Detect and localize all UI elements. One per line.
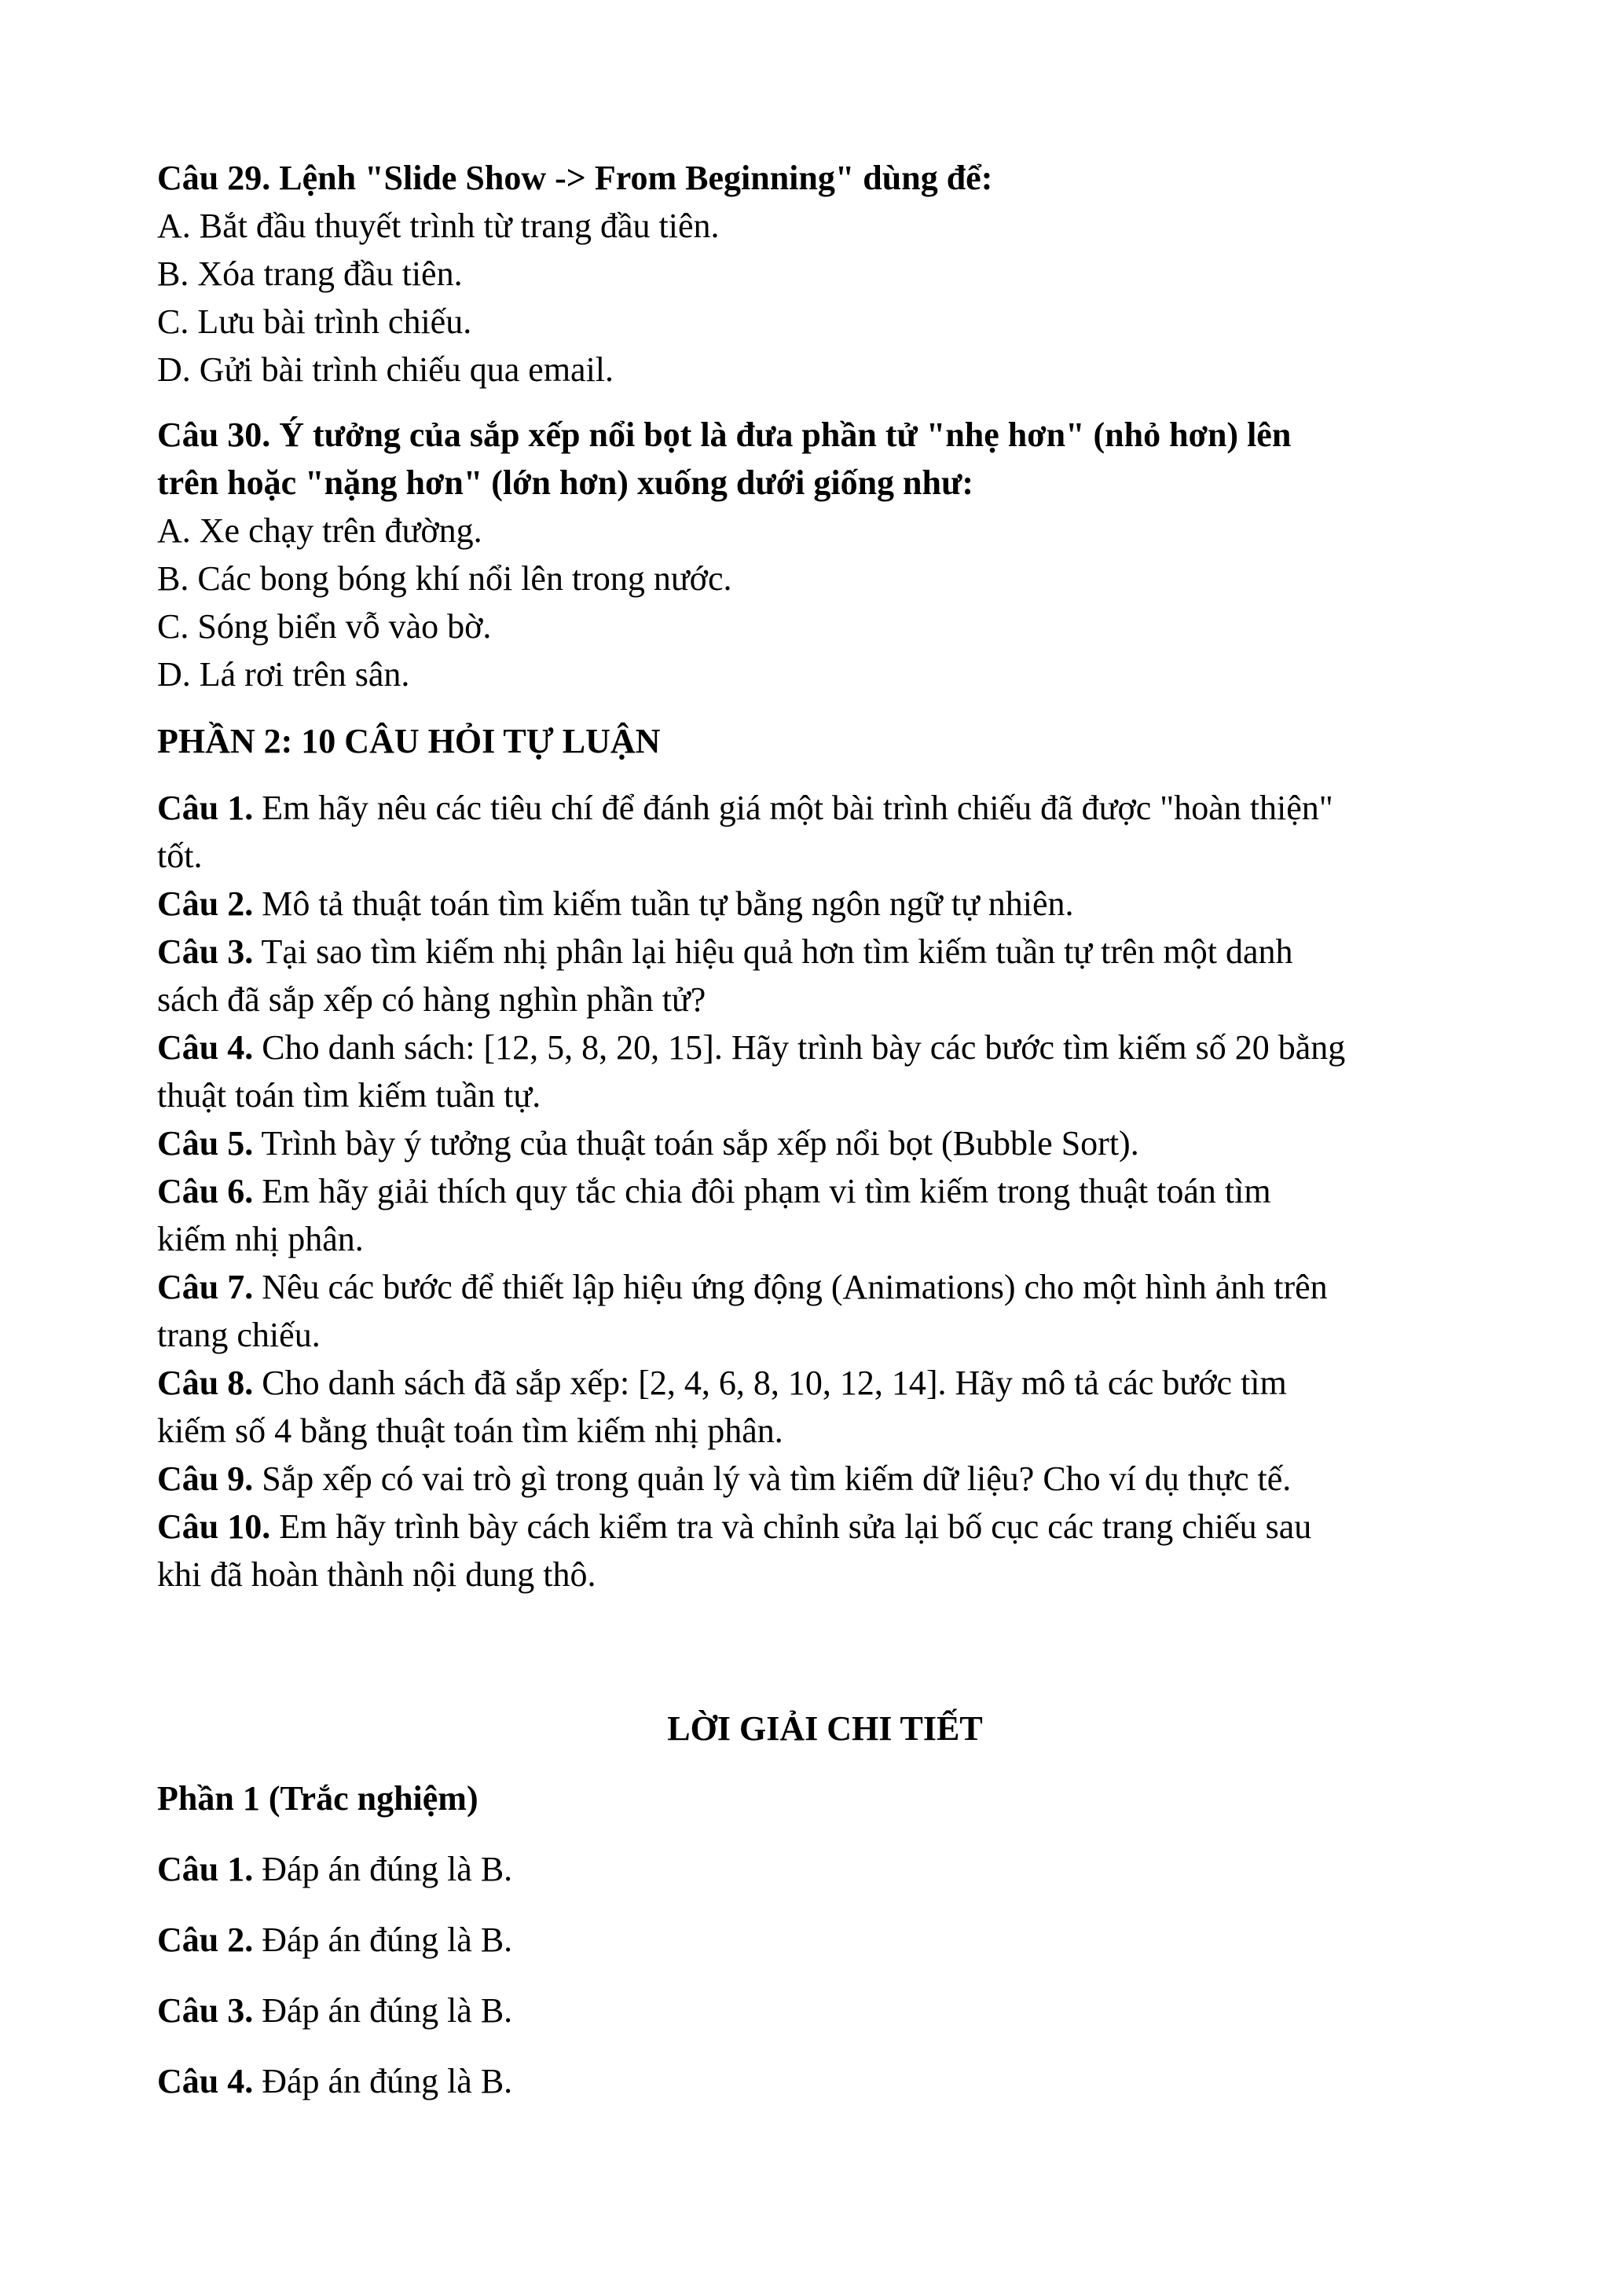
essay-question-text: Cho danh sách đã sắp xếp: [2, 4, 6, 8, 10, 12, 14]. Hãy mô tả các bước tìm [253, 1364, 1287, 1402]
essay-question-7-cont: trang chiếu. [157, 1316, 321, 1354]
answer-list [157, 1845, 1477, 2105]
question-30-option-a: A. Xe chạy trên đường. [157, 511, 482, 550]
answer-1 [157, 1845, 1477, 1893]
essay-question-1 [157, 784, 1477, 832]
essay-question-3-cont: sách đã sắp xếp có hàng nghìn phần tử? [157, 980, 706, 1019]
question-30-option-b: B. Các bong bóng khí nổi lên trong nước. [157, 559, 732, 598]
essay-question-text: Em hãy trình bày cách kiểm tra và chỉnh sửa lại bố cục các trang chiếu sau [270, 1507, 1312, 1546]
essay-question-label: Câu 4. [157, 1028, 254, 1067]
answer-label: Câu 3. [157, 1991, 254, 2030]
essay-question-4 [157, 1023, 1477, 1071]
essay-question-7 [157, 1263, 1477, 1311]
essay-question-text: Trình bày ý tưởng của thuật toán sắp xếp nổi bọt (Bubble Sort). [253, 1124, 1139, 1163]
essay-question-label: Câu 6. [157, 1172, 254, 1210]
essay-question-text: Nêu các bước để thiết lập hiệu ứng động (Animations) cho một hình ảnh trên [253, 1268, 1328, 1306]
answer-4 [157, 2057, 1477, 2105]
answer-label: Câu 4. [157, 2062, 254, 2100]
answer-text: Đáp án đúng là B. [253, 1921, 513, 1959]
question-30-option-c: C. Sóng biển vỗ vào bờ. [157, 607, 492, 646]
essay-question-10 [157, 1503, 1477, 1551]
essay-question-6-cont: kiếm nhị phân. [157, 1220, 364, 1258]
document-page [157, 154, 1477, 2105]
answer-label: Câu 1. [157, 1850, 254, 1888]
essay-question-text: Mô tả thuật toán tìm kiếm tuần tự bằng ngôn ngữ tự nhiên. [253, 884, 1074, 923]
essay-question-8-cont: kiếm số 4 bằng thuật toán tìm kiếm nhị phân. [157, 1412, 783, 1450]
essay-question-label: Câu 3. [157, 932, 254, 971]
essay-question-1-cont: tốt. [157, 837, 203, 875]
question-30-option-d: D. Lá rơi trên sân. [157, 655, 410, 694]
question-29 [157, 154, 1477, 394]
essay-question-text: Tại sao tìm kiếm nhị phân lại hiệu quả hơn tìm kiếm tuần tự trên một danh [253, 932, 1293, 971]
answer-label: Câu 2. [157, 1921, 254, 1959]
solutions-heading: LỜI GIẢI CHI TIẾT [667, 1709, 983, 1748]
essay-question-10-cont: khi đã hoàn thành nội dung thô. [157, 1555, 596, 1594]
essay-question-5 [157, 1119, 1477, 1167]
essay-question-text: Cho danh sách: [12, 5, 8, 20, 15]. Hãy trình bày các bước tìm kiếm số 20 bằng [253, 1028, 1346, 1067]
essay-question-3 [157, 928, 1477, 976]
essay-question-label: Câu 1. [157, 789, 254, 827]
question-29-option-d: D. Gửi bài trình chiếu qua email. [157, 350, 614, 389]
answer-2 [157, 1916, 1477, 1964]
essay-question-text: Sắp xếp có vai trò gì trong quản lý và tìm kiếm dữ liệu? Cho ví dụ thực tế. [253, 1459, 1292, 1498]
essay-question-label: Câu 8. [157, 1364, 254, 1402]
essay-question-8 [157, 1359, 1477, 1407]
essay-question-label: Câu 5. [157, 1124, 254, 1163]
answer-3 [157, 1987, 1477, 2034]
question-30-title-line1: Câu 30. Ý tưởng của sắp xếp nổi bọt là đưa phần tử "nhẹ hơn" (nhỏ hơn) lên [157, 416, 1292, 454]
question-30 [157, 411, 1477, 698]
solutions-part1-heading: Phần 1 (Trắc nghiệm) [157, 1779, 478, 1818]
part2-question-list [157, 784, 1477, 1598]
answer-text: Đáp án đúng là B. [253, 1850, 513, 1888]
essay-question-label: Câu 10. [157, 1507, 271, 1546]
part2-heading: PHẦN 2: 10 CÂU HỎI TỰ LUẬN [157, 722, 661, 760]
answer-text: Đáp án đúng là B. [253, 1991, 513, 2030]
essay-question-text: Em hãy giải thích quy tắc chia đôi phạm vi tìm kiếm trong thuật toán tìm [253, 1172, 1271, 1210]
question-29-option-a: A. Bắt đầu thuyết trình từ trang đầu tiên. [157, 207, 720, 245]
question-29-option-c: C. Lưu bài trình chiếu. [157, 302, 472, 341]
answer-text: Đáp án đúng là B. [253, 2062, 513, 2100]
question-29-title: Câu 29. Lệnh "Slide Show -> From Beginning" dùng để: [157, 159, 993, 197]
essay-question-text: Em hãy nêu các tiêu chí để đánh giá một bài trình chiếu đã được "hoàn thiện" [253, 789, 1333, 827]
essay-question-label: Câu 2. [157, 884, 254, 923]
essay-question-label: Câu 9. [157, 1459, 254, 1498]
essay-question-6 [157, 1167, 1477, 1215]
question-29-option-b: B. Xóa trang đầu tiên. [157, 255, 463, 293]
question-30-title-line2: trên hoặc "nặng hơn" (lớn hơn) xuống dưới giống như: [157, 463, 974, 502]
essay-question-4-cont: thuật toán tìm kiếm tuần tự. [157, 1076, 541, 1115]
essay-question-9 [157, 1455, 1477, 1503]
essay-question-2 [157, 880, 1477, 928]
essay-question-label: Câu 7. [157, 1268, 254, 1306]
